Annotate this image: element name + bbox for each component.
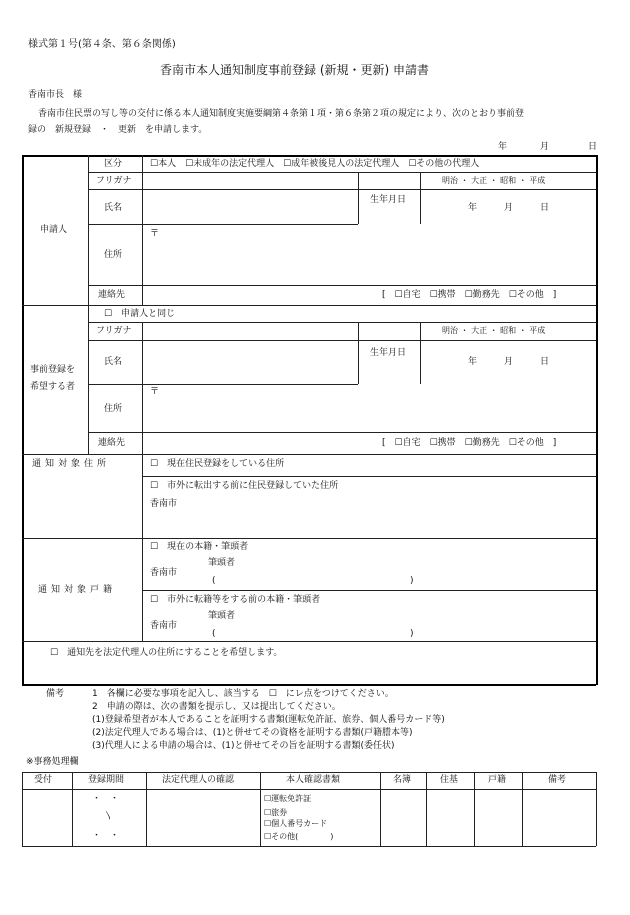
notify-family-city-1: 香南市: [150, 568, 178, 578]
office-header-reception: 受付: [34, 775, 53, 785]
notify-family-head-label-2: 筆頭者: [208, 611, 236, 621]
notify-address-city: 香南市: [150, 499, 178, 509]
applicant-name-label: 氏名: [104, 203, 123, 213]
registrant-same-as-applicant[interactable]: ☐ 申請人と同じ: [104, 309, 176, 319]
date-day: 日: [588, 142, 598, 152]
applicant-section-label: 申請人: [40, 225, 68, 235]
office-period-tilde: 〵: [104, 812, 114, 822]
registrant-section-label-1: 事前登録を: [30, 365, 76, 375]
notify-address-label: 通知対象住所: [32, 459, 111, 469]
addressee: 香南市長 様: [28, 90, 83, 100]
registrant-contact-label: 連絡先: [98, 438, 126, 448]
office-header-register: 名簿: [393, 775, 412, 785]
notify-family-paren-open-2: (: [212, 629, 216, 639]
note-2: 2 申請の際は、次の書類を提示し、又は提出してください。: [92, 702, 341, 712]
note-4: (2)法定代理人である場合は、(1)と併せてその資格を証明する書類(戸籍謄本等): [92, 728, 413, 738]
office-id-doc-mynumber[interactable]: ☐個人番号カード: [264, 819, 328, 828]
office-id-doc-license[interactable]: ☐運転免許証: [264, 794, 312, 803]
registrant-name-label: 氏名: [104, 357, 123, 367]
date-year: 年: [498, 142, 508, 152]
registrant-address-label: 住所: [104, 404, 123, 414]
legal-rep-option[interactable]: ☐ 通知先を法定代理人の住所にすることを希望します。: [50, 648, 283, 658]
form-number: 様式第１号(第４条、第６条関係): [28, 39, 176, 50]
notify-family-paren-open-1: (: [212, 576, 216, 586]
notify-family-paren-close-1: ): [410, 576, 414, 586]
applicant-kubun-label: 区分: [104, 159, 123, 169]
intro-text-line2: 録の 新規登録 ・ 更新 を申請します。: [28, 125, 208, 135]
note-1: 1 各欄に必要な事項を記入し、該当する ☐ にレ点をつけてください。: [92, 689, 394, 699]
registrant-birth-label: 生年月日: [370, 348, 407, 358]
office-header-id-docs: 本人確認書類: [286, 775, 341, 785]
registrant-birth-ymd: 年 月 日: [468, 357, 550, 367]
note-3: (1)登録希望者が本人であることを証明する書類(運転免許証、旅券、個人番号カード等): [92, 715, 445, 725]
office-header-period: 登録期間: [88, 775, 125, 785]
office-header-juki: 住基: [440, 775, 459, 785]
applicant-era-options[interactable]: 明治 ・ 大正 ・ 昭和 ・ 平成: [442, 176, 546, 185]
office-header-remarks: 備考: [548, 775, 567, 785]
office-header-legal-rep: 法定代理人の確認: [162, 775, 235, 785]
office-id-doc-other[interactable]: ☐その他( ): [264, 832, 334, 841]
registrant-contact-options[interactable]: [ ☐自宅 ☐携帯 ☐勤務先 ☐その他 ]: [382, 438, 557, 448]
notify-address-option2[interactable]: ☐ 市外に転出する前に住民登録していた住所: [150, 481, 339, 491]
applicant-postal-mark: 〒: [150, 229, 160, 239]
note-5: (3)代理人による申請の場合は、(1)と併せてその旨を証明する書類(委任状): [92, 741, 395, 751]
notify-address-option1[interactable]: ☐ 現在住民登録をしている住所: [150, 459, 285, 469]
notify-family-paren-close-2: ): [410, 629, 414, 639]
applicant-kubun-options[interactable]: ☐本人 ☐未成年の法定代理人 ☐成年被後見人の法定代理人 ☐その他の代理人: [150, 159, 480, 169]
office-period-dots-bottom: ・ ・: [92, 831, 120, 841]
registrant-postal-mark: 〒: [150, 387, 160, 397]
applicant-furigana-label: フリガナ: [96, 176, 132, 186]
notify-family-city-2: 香南市: [150, 621, 178, 631]
notify-family-head-label-1: 筆頭者: [208, 558, 236, 568]
notify-family-option2[interactable]: ☐ 市外に転籍等をする前の本籍・筆頭者: [150, 595, 321, 605]
office-id-doc-passport[interactable]: ☐旅券: [264, 808, 288, 817]
notes-label: 備考: [46, 689, 65, 699]
applicant-contact-options[interactable]: [ ☐自宅 ☐携帯 ☐勤務先 ☐その他 ]: [382, 290, 557, 300]
applicant-address-label: 住所: [104, 250, 123, 260]
applicant-birth-ymd: 年 月 日: [468, 203, 550, 213]
applicant-birth-label: 生年月日: [370, 195, 407, 205]
notify-family-option1[interactable]: ☐ 現在の本籍・筆頭者: [150, 542, 249, 552]
office-label: ※事務処理欄: [26, 757, 79, 767]
notify-family-label: 通知対象戸籍: [38, 585, 117, 595]
registrant-era-options[interactable]: 明治 ・ 大正 ・ 昭和 ・ 平成: [442, 326, 546, 335]
form-title: 香南市本人通知制度事前登録 (新規・更新) 申請書: [160, 63, 429, 77]
applicant-contact-label: 連絡先: [98, 290, 126, 300]
registrant-section-label-2: 希望する者: [30, 382, 76, 392]
date-month: 月: [540, 142, 550, 152]
office-period-dots-top: ・ ・: [92, 794, 120, 804]
office-header-koseki: 戸籍: [488, 775, 507, 785]
registrant-furigana-label: フリガナ: [96, 326, 132, 336]
intro-text-line1: 香南市住民票の写し等の交付に係る本人通知制度実施要綱第４条第１項・第６条第２項の規定により、次のとおり事前登: [38, 109, 525, 119]
